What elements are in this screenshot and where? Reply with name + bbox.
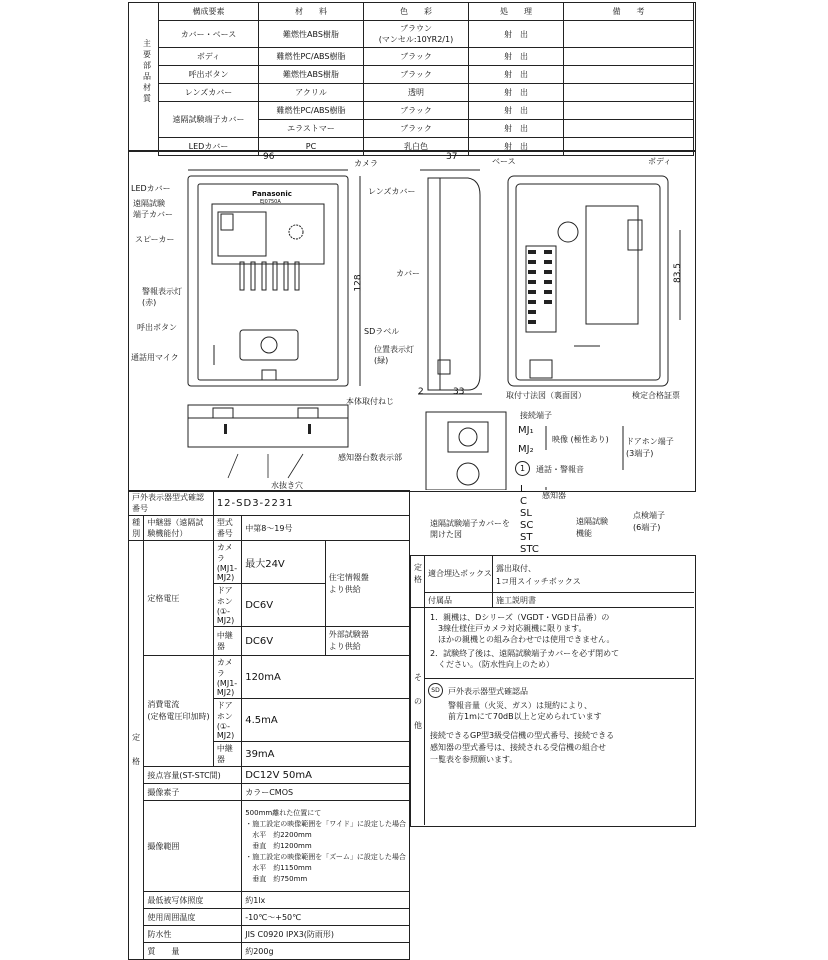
lens-circle xyxy=(289,225,303,239)
legend-remote: 遠隔試験 機能 xyxy=(576,517,608,538)
color-cell: ブラウン (マンセル:10YR2/1) xyxy=(364,21,469,48)
label-sensor-count: 感知器台数表示部 xyxy=(338,453,402,462)
part-cell: ボディ xyxy=(159,48,259,66)
label-remote-open: 遠隔試験端子カバーを 開けた図 xyxy=(430,519,510,539)
color-cell: ブラック xyxy=(364,102,469,120)
label-lens-cover: レンズカバー xyxy=(368,187,416,196)
phone-mj-2: ドアホン(①-MJ2) xyxy=(213,699,241,742)
table-row xyxy=(129,926,410,943)
header-material: 材 料 xyxy=(259,3,364,21)
camera-mj-2: カメラ(MJ1-MJ2) xyxy=(213,656,241,699)
relay-current: 39mA xyxy=(242,742,410,767)
accessory-label: 付属品 xyxy=(428,596,452,605)
camera-supply: 住宅情報盤 より供給 xyxy=(325,541,409,627)
legend-mj2: MJ₂ xyxy=(518,444,534,455)
range-value: 500mm離れた位置にて ・施工設定の映像範囲を「ワイド」に設定した場合 水平 約2200mm 垂直 約1200mm ・施工設定の映像範囲を「ズーム」に設定した場合 水平 約1150mm 垂直 約750mm xyxy=(242,801,410,892)
label-position-lamp: 位置表示灯 (緑) xyxy=(374,345,414,365)
temp-label: 使用周囲温度 xyxy=(144,909,242,926)
table-row xyxy=(129,784,410,801)
table-row xyxy=(159,102,694,120)
other-vertical-label: そ の 他 xyxy=(414,673,422,730)
label-base: ベース xyxy=(492,157,516,166)
part-cell: カバー・ベース xyxy=(159,21,259,48)
note-cell xyxy=(564,102,694,120)
rated-voltage-label: 定格電圧 xyxy=(144,541,213,656)
part-cell: 呼出ボタン xyxy=(159,66,259,84)
front-body-outline xyxy=(198,184,338,380)
header-note: 備 考 xyxy=(564,3,694,21)
led-cover-box xyxy=(221,214,233,230)
table-row xyxy=(129,541,410,584)
legend-sl: SL xyxy=(520,508,532,519)
legend-mj1: MJ₁ xyxy=(518,425,534,436)
contact-label: 接点容量(ST-STC間) xyxy=(144,767,242,784)
sensor-value: カラーCMOS xyxy=(242,784,410,801)
material-cell: 難燃性PC/ABS樹脂 xyxy=(259,102,364,120)
dim-depth: 37 xyxy=(446,152,458,162)
dim-83: 83.5 xyxy=(673,262,684,284)
legend-check-terminal: 点検端子 (6端子) xyxy=(633,511,665,532)
dim-33: 33 xyxy=(453,387,465,397)
relay-label: 中継器 xyxy=(213,627,241,656)
mount-hole xyxy=(558,222,578,242)
note-cell xyxy=(564,84,694,102)
box-label: 適合埋込ボックス xyxy=(428,569,492,578)
water-label: 防水性 xyxy=(144,926,242,943)
header-part: 構成要素 xyxy=(159,3,259,21)
sd-mark: SD xyxy=(428,683,443,698)
remote-test-cover xyxy=(218,212,266,256)
dim-width: 96 xyxy=(263,152,275,162)
header-color: 色 彩 xyxy=(364,3,469,21)
side-view xyxy=(428,178,480,390)
color-cell: ブラック xyxy=(364,48,469,66)
terminal-block xyxy=(526,246,556,332)
process-cell: 射 出 xyxy=(469,102,564,120)
model-small: EJ0750A xyxy=(260,199,281,205)
materials-table xyxy=(158,2,694,156)
note-1: 1．親機は、Dシリーズ（VGDT・VGD日品番）の 3線仕様住戸カメラ対応親機に限ります。 ほかの親機との組み合わせでは使用できません。 xyxy=(430,613,615,644)
label-alarm: 警報表示灯 (赤) xyxy=(142,287,182,307)
label-cover: カバー xyxy=(396,269,420,278)
vertical-rating-label: 定 格 xyxy=(129,541,144,960)
table-row xyxy=(129,767,410,784)
materials-side-label: 主要部品材質 xyxy=(143,39,151,103)
part-cell: レンズカバー xyxy=(159,84,259,102)
temp-value: -10℃～+50℃ xyxy=(242,909,410,926)
legend-st: ST xyxy=(520,532,533,543)
label-camera: カメラ xyxy=(354,159,378,168)
table-row xyxy=(129,516,410,541)
material-cell: 難燃性ABS樹脂 xyxy=(259,66,364,84)
illum-label: 最低被写体照度 xyxy=(144,892,242,909)
table-row xyxy=(129,656,410,699)
label-mic: 通話用マイク xyxy=(131,353,179,362)
label-call-button: 呼出ボタン xyxy=(137,323,177,332)
box-value: 露出取付、 1コ用スイッチボックス xyxy=(496,564,581,586)
camera-mj: カメラ(MJ1-MJ2) xyxy=(213,541,241,584)
note-cell xyxy=(564,120,694,138)
part-cell: 遠隔試験端子カバー xyxy=(159,102,259,138)
color-cell: ブラック xyxy=(364,66,469,84)
current-label: 消費電流 (定格電圧印加時) xyxy=(144,656,213,767)
kind-value: 中継器（遠隔試験機能付） xyxy=(144,516,213,541)
water-value: JIS C0920 IPX3(防雨形) xyxy=(242,926,410,943)
model-label: 型式番号 xyxy=(213,516,241,541)
model-value: 中第8～19号 xyxy=(242,516,410,541)
relay-label-2: 中継器 xyxy=(213,742,241,767)
label-mounting-dim: 取付寸法図（裏面図） xyxy=(506,391,586,400)
illum-value: 約1lx xyxy=(242,892,410,909)
call-button-shape xyxy=(240,330,298,360)
table-row xyxy=(129,892,410,909)
note-cell xyxy=(564,21,694,48)
approval-no: 12-SD3-2231 xyxy=(213,491,409,516)
spec-table xyxy=(128,490,410,960)
header-process: 処 理 xyxy=(469,3,564,21)
color-cell: 透明 xyxy=(364,84,469,102)
legend-circle-1: 1 xyxy=(515,461,530,476)
sensor-label: 撮像素子 xyxy=(144,784,242,801)
phone-voltage: DC6V xyxy=(242,584,326,627)
table-row xyxy=(159,21,694,48)
table-row xyxy=(129,909,410,926)
material-cell: PC xyxy=(259,138,364,156)
approval-label: 戸外表示器型式確認番号 xyxy=(129,491,214,516)
dim-2: 2 xyxy=(418,387,424,397)
legend-stc: STC xyxy=(520,544,539,555)
material-cell: 難燃性PC/ABS樹脂 xyxy=(259,48,364,66)
camera-panel xyxy=(212,204,324,264)
label-mount-screw: 本体取付ねじ xyxy=(346,397,394,406)
materials-header-row xyxy=(159,3,694,21)
table-row xyxy=(159,66,694,84)
bottom-view xyxy=(188,405,348,447)
other-rating-label: 定 格 xyxy=(414,563,422,584)
process-cell: 射 出 xyxy=(469,138,564,156)
relay-supply: 外部試験器 より供給 xyxy=(325,627,409,656)
note-cell xyxy=(564,48,694,66)
gp-text: 接続できるGP型3級受信機の型式番号、接続できる 感知器の型式番号は、接続される受信機の組合せ 一覧表を参照願います。 xyxy=(430,731,615,764)
color-cell: 乳白色 xyxy=(364,138,469,156)
note-2: 2．試験終了後は、遠隔試験端子カバーを必ず閉めて ください。（防水性向上のため） xyxy=(430,649,620,669)
kind-label: 種別 xyxy=(129,516,144,541)
table-row xyxy=(129,943,410,960)
label-terminals: 接続端子 xyxy=(520,411,552,420)
spec-sheet xyxy=(128,0,695,956)
process-cell: 射 出 xyxy=(469,21,564,48)
process-cell: 射 出 xyxy=(469,48,564,66)
sd-text: 警報音量（火災、ガス）は規約により、 前方1mにて70dB以上と定められています xyxy=(448,701,602,721)
label-remote-cover: 遠隔試験 端子カバー xyxy=(133,199,173,219)
range-label: 撮像範囲 xyxy=(144,801,242,892)
contact-value: DC12V 50mA xyxy=(242,767,410,784)
label-speaker: スピーカー xyxy=(135,235,175,244)
sd-title: 戸外表示器型式確認品 xyxy=(448,687,528,696)
material-cell: エラストマー xyxy=(259,120,364,138)
legend-talk: 通話・警報音 xyxy=(536,465,584,474)
weight-label: 質 量 xyxy=(144,943,242,960)
weight-value: 約200g xyxy=(242,943,410,960)
process-cell: 射 出 xyxy=(469,66,564,84)
label-body: ボディ xyxy=(648,157,672,166)
color-cell: ブラック xyxy=(364,120,469,138)
legend-l: L xyxy=(520,484,526,495)
label-drain: 水抜き穴 xyxy=(271,481,303,490)
material-cell: 難燃性ABS樹脂 xyxy=(259,21,364,48)
table-row xyxy=(129,801,410,892)
accessory-value: 施工説明書 xyxy=(496,596,536,605)
drawing-svg xyxy=(128,150,695,490)
terminal-detail xyxy=(426,412,506,490)
material-cell: アクリル xyxy=(259,84,364,102)
legend-phone-terminal: ドアホン端子 (3端子) xyxy=(626,437,674,458)
legend-sensor: 感知器 xyxy=(542,491,566,500)
legend-c: C xyxy=(520,496,527,507)
process-cell: 射 出 xyxy=(469,84,564,102)
label-sd: SDラベル xyxy=(364,327,400,336)
label-inspection: 検定合格証票 xyxy=(632,391,680,400)
camera-current: 120mA xyxy=(242,656,410,699)
table-row xyxy=(159,84,694,102)
table-row xyxy=(159,48,694,66)
note-cell xyxy=(564,66,694,84)
dim-height: 128 xyxy=(353,274,364,292)
camera-voltage: 最大24V xyxy=(242,541,326,584)
brand-logo: Panasonic xyxy=(252,190,292,198)
relay-voltage: DC6V xyxy=(242,627,326,656)
process-cell: 射 出 xyxy=(469,120,564,138)
table-row xyxy=(129,491,410,516)
label-led-cover: LEDカバー xyxy=(131,184,171,193)
part-cell: LEDカバー xyxy=(159,138,259,156)
phone-current: 4.5mA xyxy=(242,699,410,742)
legend-video: 映像 (極性あり) xyxy=(552,435,609,444)
phone-mj: ドアホン(①-MJ2) xyxy=(213,584,241,627)
legend-sc: SC xyxy=(520,520,534,531)
